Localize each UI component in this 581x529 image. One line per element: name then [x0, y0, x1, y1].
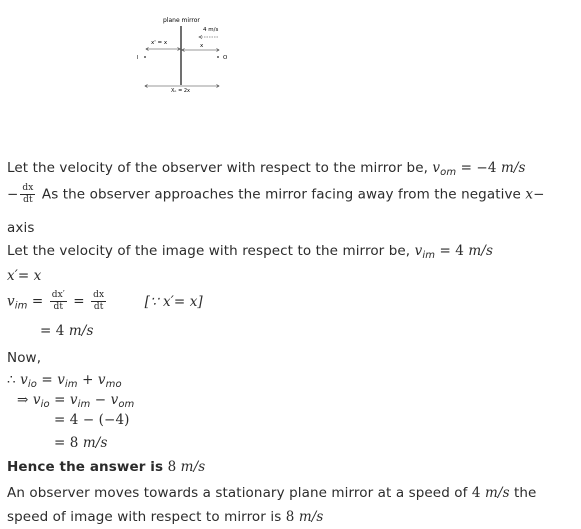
answer-label: Hence the answer is — [7, 459, 164, 475]
total-distance-label: Xₒ = 2x — [171, 88, 191, 94]
now-text: Now, — [7, 350, 42, 366]
image-velocity-text: Let the velocity of the image with respect to the mirror be, — [7, 243, 411, 259]
line-question-1 — [7, 485, 536, 501]
derivative-fraction — [20, 183, 35, 206]
v-mo-subscript: mo — [105, 379, 122, 390]
image-velocity-result-value: = 4 — [40, 323, 65, 339]
fraction-2-numerator: dx — [93, 290, 105, 300]
v-io-subscript-2: io — [40, 399, 50, 410]
observer-velocity-subscript: om — [440, 167, 457, 178]
minus-sign: − — [94, 392, 107, 408]
observer-velocity-text: Let the velocity of the observer with respect to the mirror be, — [7, 160, 429, 176]
v-im-subscript-2: im — [77, 399, 91, 410]
question-speed-value: 4 — [471, 485, 481, 501]
fraction-1-numerator: dx′ — [51, 290, 65, 300]
line-relative-velocity-sum — [7, 372, 122, 390]
line-final-value — [54, 435, 107, 451]
image-distance-label: x' = x — [151, 40, 168, 46]
answer-value: 8 — [167, 459, 177, 475]
question-result-value: 8 — [285, 509, 295, 525]
v-io-symbol-2: v — [32, 392, 41, 408]
object-marker: O — [223, 55, 228, 61]
mirror-diagram — [0, 0, 581, 100]
object-point — [217, 56, 219, 58]
image-velocity-result-unit: m/s — [68, 323, 94, 339]
question-speed-unit: m/s — [485, 485, 510, 501]
substitution-value: = 4 − (−4) — [54, 412, 130, 428]
image-velocity-unit: m/s — [468, 243, 493, 259]
question-text-1: An observer moves towards a stationary plane mirror at a speed of — [7, 485, 468, 501]
line-distance-equality — [7, 268, 41, 284]
negative-sign: − — [7, 186, 19, 203]
therefore-symbol: ∴ — [7, 372, 16, 388]
observer-velocity-value: = −4 — [460, 160, 497, 176]
line-relative-velocity-difference — [17, 392, 134, 410]
v-im-subscript: im — [64, 379, 78, 390]
object-distance-label: x — [200, 43, 204, 49]
image-velocity-value: = 4 — [439, 243, 464, 259]
answer-unit: m/s — [180, 459, 206, 475]
direction-note-text: As the observer approaches the mirror facing away from the negative — [41, 186, 521, 203]
final-value-unit: m/s — [82, 435, 108, 451]
derivative-denominator: dt — [23, 195, 33, 205]
v-io-symbol: v — [20, 372, 28, 388]
v-im-symbol: v — [57, 372, 65, 388]
line-substitution — [54, 412, 130, 428]
question-text-2: speed of image with respect to mirror is — [7, 509, 282, 525]
image-point — [144, 56, 146, 58]
image-velocity-subscript: im — [422, 250, 436, 261]
image-derivative-fraction-2 — [91, 290, 106, 313]
mirror-label: plane mirror — [163, 17, 200, 24]
question-result-unit: m/s — [298, 509, 324, 525]
v-im-symbol-2: v — [69, 392, 78, 408]
final-value: = 8 — [54, 435, 79, 451]
image-marker: I — [137, 55, 139, 61]
line-image-velocity — [7, 243, 493, 261]
because-note: [∵ x′= x] — [144, 293, 203, 310]
fraction-2-denominator: dt — [93, 302, 104, 312]
observer-velocity-unit: m/s — [500, 160, 526, 176]
derivative-numerator: dx — [22, 183, 34, 193]
observer-velocity-symbol: v — [432, 160, 441, 176]
image-derivative-equals-2: = — [73, 293, 85, 310]
image-derivative-symbol: v — [7, 293, 15, 310]
image-derivative-equals-1: = — [31, 293, 44, 310]
sum-equals: = — [41, 372, 53, 388]
line-direction-note — [7, 183, 544, 206]
speed-label: 4 m/s — [203, 27, 219, 33]
difference-equals: = — [54, 392, 66, 408]
question-text-tail: the — [514, 485, 537, 501]
line-question-2 — [7, 509, 323, 525]
line-image-derivative — [7, 290, 203, 313]
direction-note-tail: − — [533, 186, 545, 203]
distance-equality: x′= x — [7, 268, 42, 284]
image-derivative-subscript: im — [14, 300, 28, 312]
line-observer-velocity — [7, 160, 526, 178]
line-now — [7, 350, 41, 366]
line-axis — [7, 220, 34, 236]
axis-text: axis — [7, 220, 35, 236]
v-om-symbol: v — [110, 392, 119, 408]
v-om-subscript: om — [118, 399, 135, 410]
v-io-subscript: io — [27, 379, 37, 390]
image-derivative-fraction-1 — [50, 290, 67, 313]
plus-sign: + — [82, 372, 94, 388]
image-velocity-symbol: v — [414, 243, 423, 259]
line-answer — [7, 459, 205, 475]
implies-symbol: ⇒ — [17, 392, 29, 408]
v-mo-symbol: v — [97, 372, 106, 388]
fraction-1-denominator: dt — [53, 302, 64, 312]
line-image-velocity-result — [40, 323, 93, 339]
direction-note-variable: x — [525, 186, 534, 203]
